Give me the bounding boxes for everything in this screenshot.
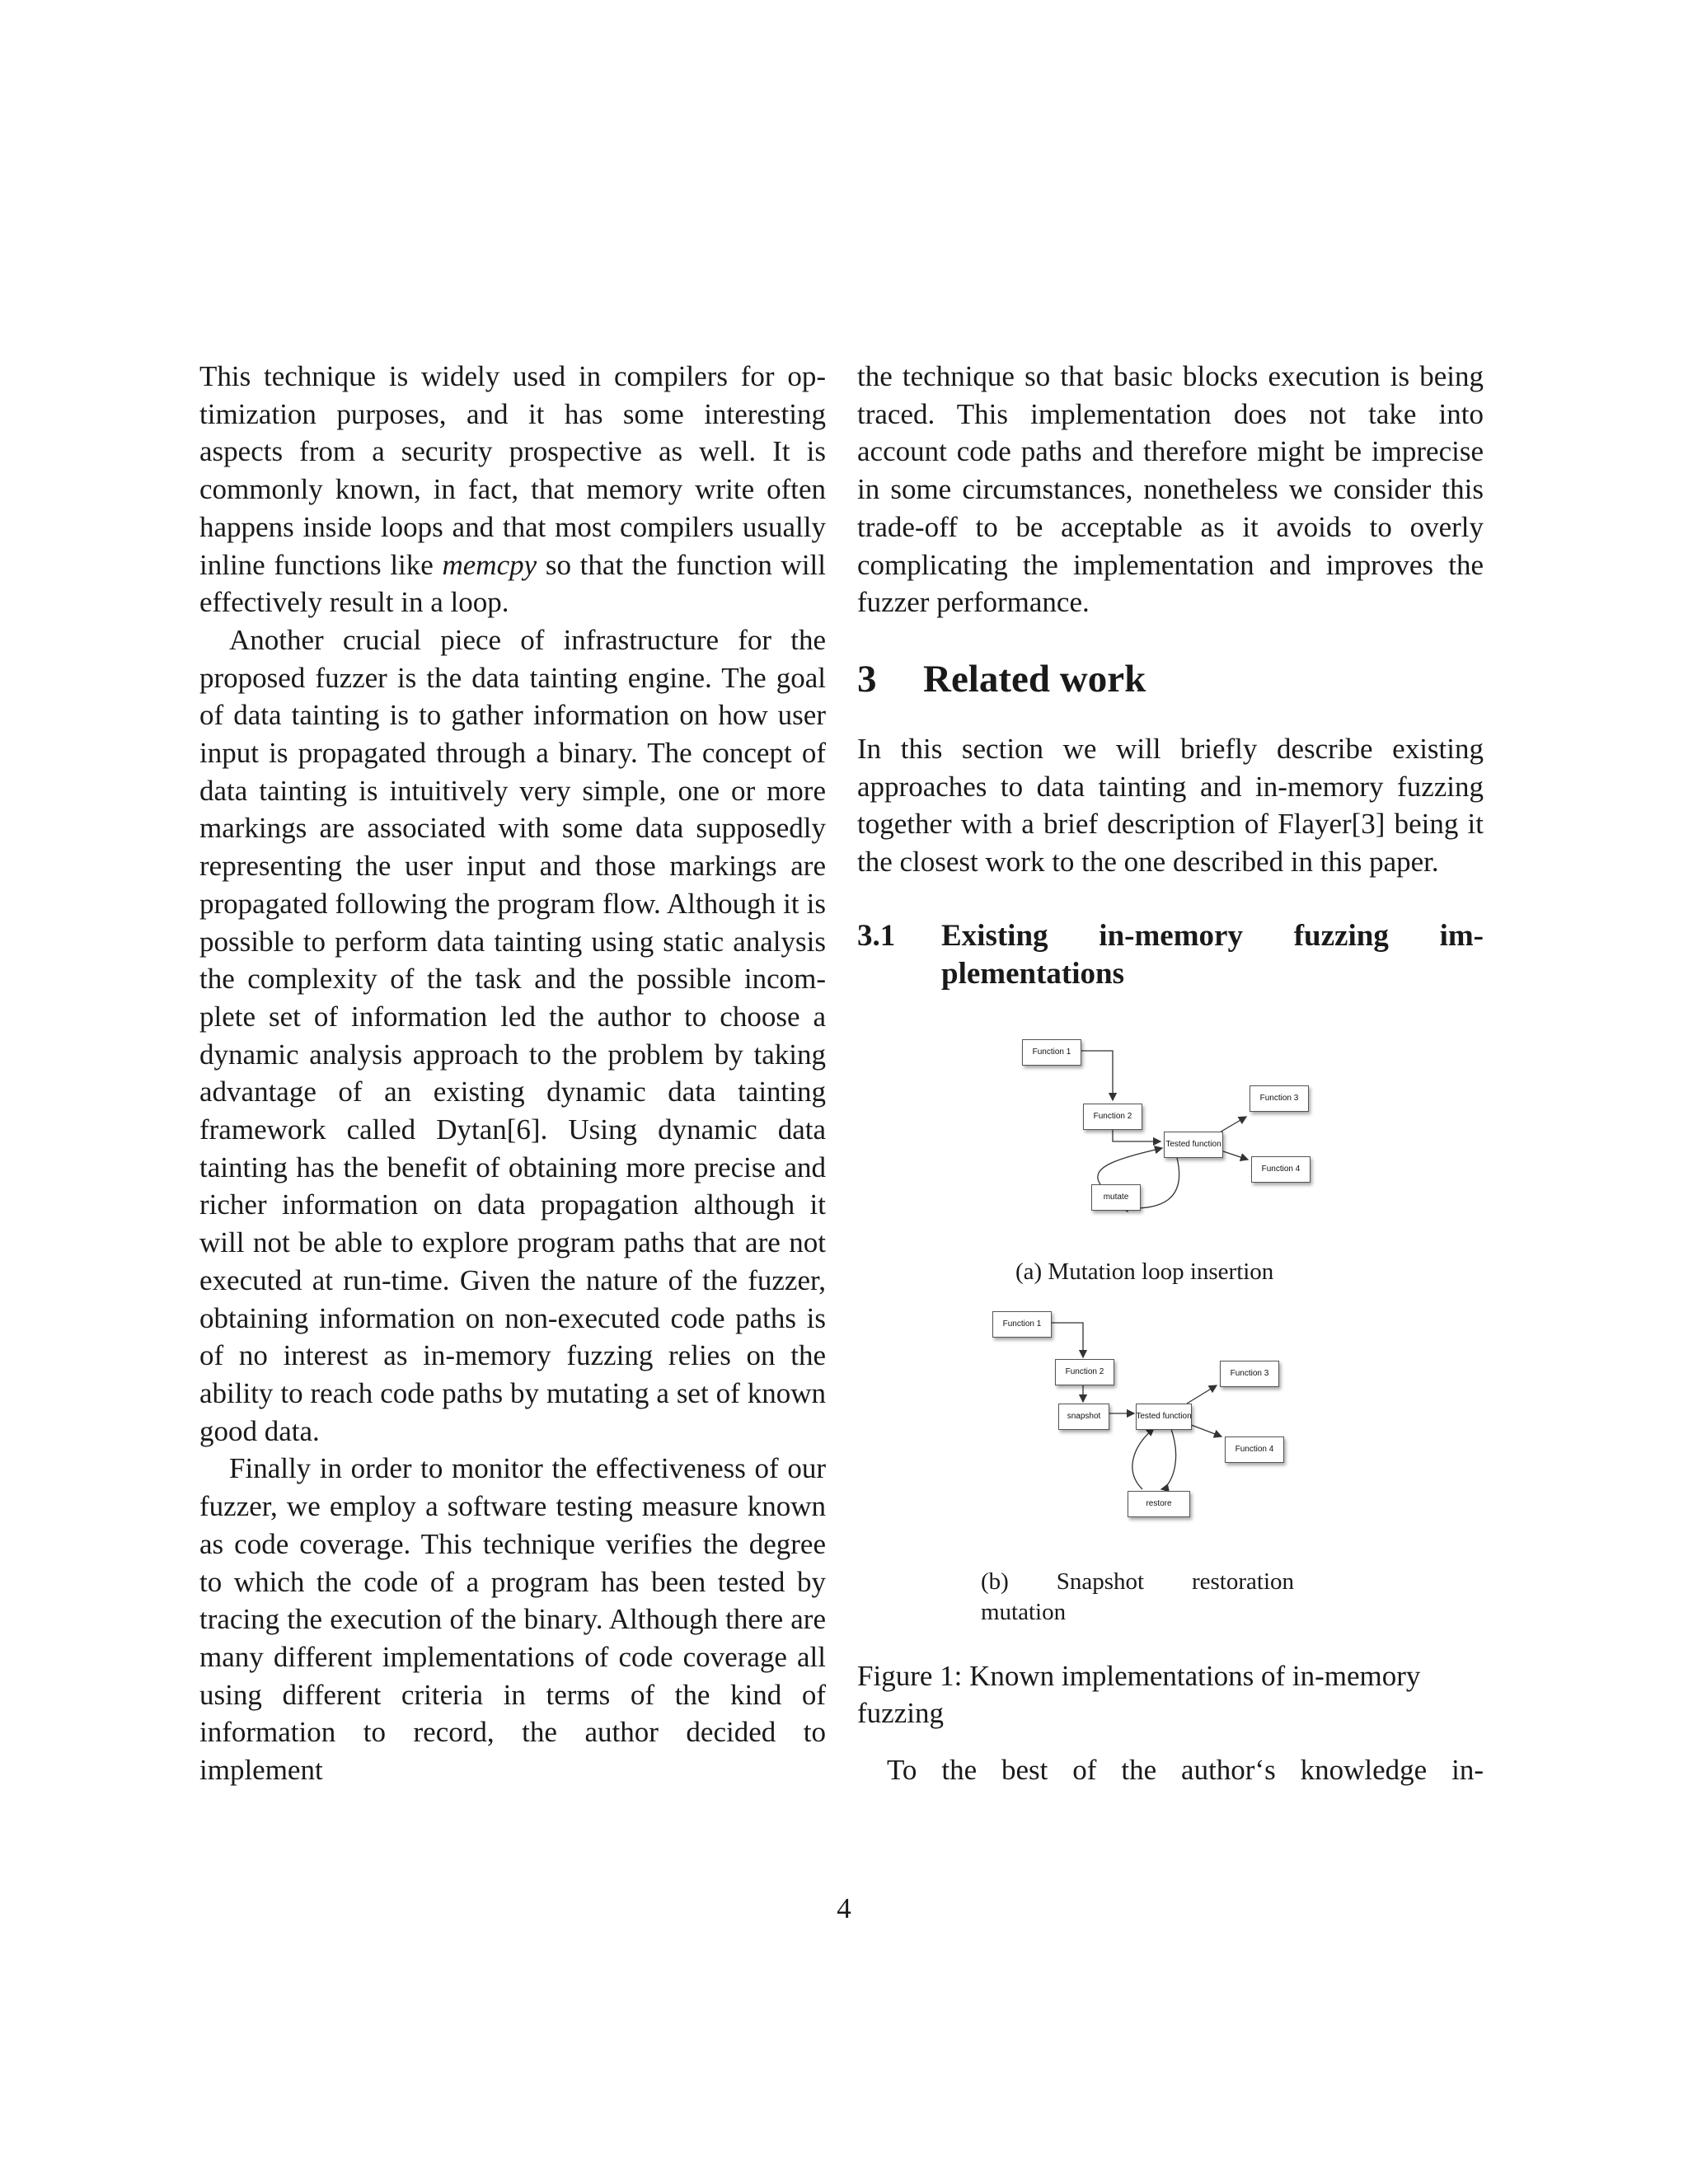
- paragraph-basic-blocks: the technique so that basic blocks execution is being traced. This implementation does not take into account code paths and therefore might be imprecise in some circumstances, nonetheless we consider this trade-off to be acceptable as it avoids to overly complicating the implementation and improves the fuzzer performance.: [857, 360, 1484, 619]
- subcaption-a: (a) Mutation loop insertion: [1015, 1258, 1274, 1285]
- paragraph-code-coverage: Finally in order to monitor the effectiveness of our fuzzer, we employ a software testing measure known as code coverage. This technique verifies the degree to which the code of a program has been tested by tracing the execution of the binary. Although there are many different implementations of code coverage all using different criteria in terms of the kind of information to record, the author decided to implement: [199, 1452, 826, 1787]
- paragraph-loops: [199, 358, 826, 621]
- subcaption-b-label: (b): [981, 1568, 1009, 1595]
- subsection-heading: [857, 917, 1484, 993]
- diagram-snapshot-restoration: [992, 1306, 1339, 1529]
- paragraph-text: This technique is widely used in compilers for optimization purposes, and it has some interesting aspects from a security prospective as well. It is commonly known, in fact, that memory write often happens inside loops and that most compilers usually inline functions like: [199, 360, 826, 581]
- node-function-4: Function 4: [1251, 1156, 1311, 1183]
- left-column: [199, 358, 826, 1789]
- subcaption-b: [981, 1567, 1294, 1628]
- diagram-mutation-loop: [1022, 1034, 1352, 1240]
- node-function-4: Function 4: [1225, 1436, 1284, 1463]
- paragraph-text: so that the function will effectively result in a loop.: [199, 548, 827, 619]
- subcaption-b-line2: mutation: [981, 1598, 1067, 1625]
- node-function-3: Function 3: [1220, 1361, 1279, 1387]
- node-restore: restore: [1128, 1491, 1190, 1517]
- right-column: [857, 358, 1484, 1786]
- node-function-2: Function 2: [1083, 1104, 1142, 1130]
- page-number: 4: [837, 1892, 851, 1924]
- node-function-1: Function 1: [1022, 1039, 1081, 1066]
- paragraph-data-tainting: Another crucial piece of infrastructure for the proposed fuzzer is the data tainting engine. The goal of data tainting is to gather information on how user input is propagated through a binary. The concept of data tainting is intuitively very simple, one or more markings are associated with some data supposedly representing the user input and those markings are propagated following the program flow. Although it is possible to perform data tainting using static analysis the complexity of the task and the possible incomplete set of information led the author to choose a dynamic analysis approach to the problem by taking advantage of an existing dynamic data tainting framework called Dytan[6]. Using dynamic data tainting has the benefit of obtaining more precise and richer information on data propagation although it will not be able to explore program paths that are not executed at run-time. Given the nature of the fuzzer, obtaining information on non-executed code paths is of no interest as in-memory fuzzing relies on the ability to reach code paths by mutating a set of known good data.: [199, 623, 826, 1447]
- node-function-1: Function 1: [992, 1311, 1052, 1338]
- subsection-number: 3.1: [857, 918, 896, 953]
- section-number: 3: [857, 657, 877, 701]
- node-function-3: Function 3: [1250, 1085, 1309, 1112]
- figure-1: [857, 1010, 1484, 1786]
- subsection-title-line1: Existing in-memory fuzzing im-: [941, 918, 1484, 953]
- section-heading: [857, 656, 1484, 702]
- paragraph-best-knowledge: To the best of the author‘s knowledge in-: [887, 1753, 1484, 1786]
- subcaption-b-word2: restoration: [1191, 1568, 1294, 1595]
- node-tested-function: Tested function: [1164, 1132, 1223, 1158]
- node-function-2: Function 2: [1055, 1359, 1114, 1385]
- subsection-title-line2: plementations: [941, 956, 1124, 991]
- section-title: Related work: [923, 657, 1146, 701]
- node-snapshot: snapshot: [1058, 1404, 1109, 1430]
- node-tested-function: Tested function: [1136, 1404, 1192, 1430]
- figure-caption: Figure 1: Known implementations of in-memory fuzzing: [857, 1659, 1421, 1729]
- subcaption-b-word1: Snapshot: [1056, 1568, 1145, 1595]
- node-mutate: mutate: [1091, 1184, 1141, 1211]
- paragraph-related-work-intro: In this section we will briefly describe existing approaches to data tainting and in-memory fuzzing together with a brief description of Flayer[3] being it the closest work to the one described in this paper.: [857, 732, 1484, 879]
- function-name-memcpy: memcpy: [442, 548, 537, 581]
